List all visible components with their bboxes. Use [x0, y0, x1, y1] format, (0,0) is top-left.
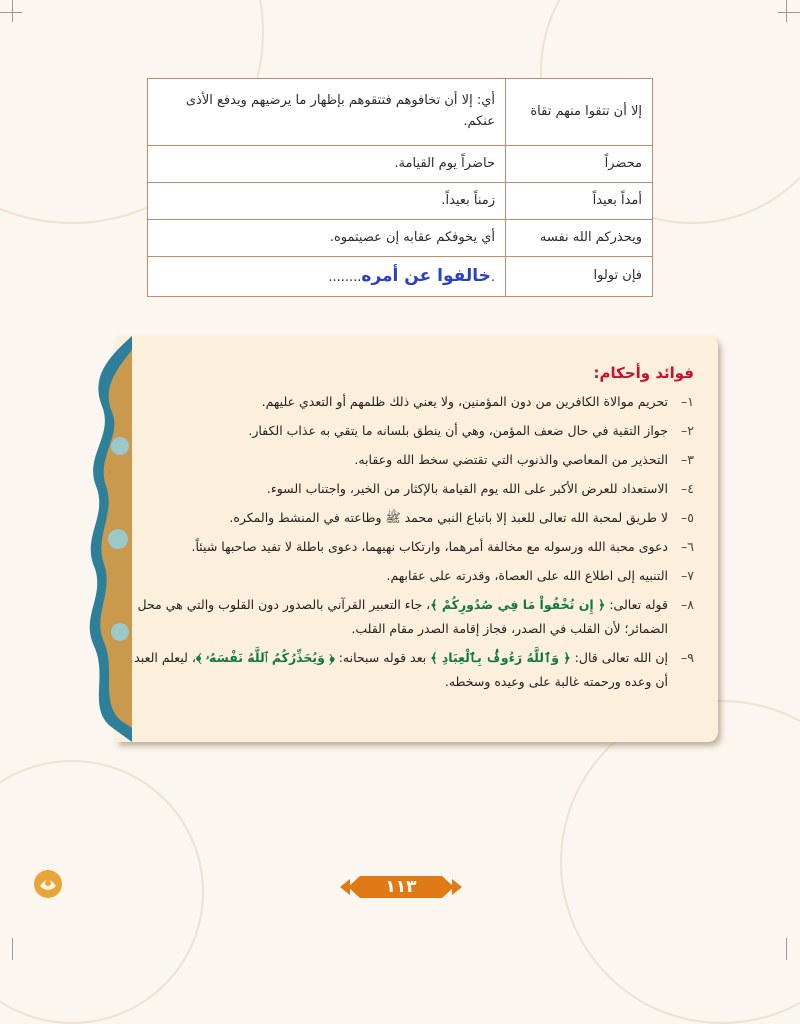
- crop-mark: [786, 0, 787, 22]
- meaning-cell-handwritten: [148, 257, 506, 297]
- word-cell: ويحذركم الله نفسه: [506, 220, 653, 257]
- list-item: [134, 535, 694, 559]
- item-number: ٦–: [681, 539, 694, 554]
- answer-dots: ........: [328, 270, 362, 285]
- word-cell: إلا أن تتقوا منهم تقاة: [506, 79, 653, 146]
- item-number: ٢–: [681, 423, 694, 438]
- item-text-middle: بعد قوله سبحانه:: [334, 650, 431, 665]
- item-text: الاستعداد للعرض الأكبر على الله يوم القيامة بالإكثار من الخير، واجتناب السوء.: [266, 481, 668, 496]
- meaning-cell: زمناً بعيداً.: [148, 183, 506, 220]
- item-number: ٥–: [681, 510, 694, 525]
- quran-verse: ﴿ وَٱللَّهُ رَءُوفُۢ بِٱلْعِبَادِ ﴾: [430, 650, 571, 665]
- publisher-logo-icon: [30, 866, 66, 902]
- item-text: لا طريق لمحبة الله تعالى للعبد إلا باتباع النبي محمد ﷺ وطاعته في المنشط والمكره.: [229, 510, 668, 525]
- item-text: [134, 593, 668, 641]
- item-number: ٩–: [681, 650, 694, 665]
- item-number: ١–: [681, 394, 694, 409]
- meaning-cell: أي يخوفكم عقابه إن عصيتموه.: [148, 220, 506, 257]
- table-row: [148, 79, 653, 146]
- item-text-before: قوله تعالى:: [605, 597, 668, 612]
- table-row: [148, 257, 653, 297]
- item-text: التنبيه إلى اطلاع الله على العصاة، وقدرته على عقابهم.: [386, 568, 668, 583]
- quran-verse: ﴿ إِن تُخْفُواْ مَا فِي صُدُورِكُمْ ﴾: [430, 597, 606, 612]
- crop-mark: [778, 12, 800, 13]
- item-text: [134, 646, 668, 694]
- crop-mark: [12, 938, 13, 960]
- table-row: [148, 183, 653, 220]
- crop-mark: [0, 12, 22, 13]
- meaning-cell: أي: إلا أن تخافوهم فتتقوهم بإظهار ما يرضيهم ويدفع الأذى عنكم.: [148, 79, 506, 146]
- vocabulary-table: [147, 78, 653, 297]
- benefits-box: [116, 336, 718, 742]
- item-text-after: ، ليعلم العبد أن وعده ورحمته غالبة على وعيده وسخطه.: [134, 650, 668, 689]
- table-row: [148, 146, 653, 183]
- crop-mark: [786, 938, 787, 960]
- ornament-border: [80, 336, 132, 742]
- meaning-cell: حاضراً يوم القيامة.: [148, 146, 506, 183]
- item-text: دعوى محبة الله ورسوله مع مخالفة أمرهما، وارتكاب نهيهما، دعوى باطلة لا تفيد صاحبها شيئاً.: [191, 539, 668, 554]
- item-text: تحريم موالاة الكافرين من دون المؤمنين، ولا يعني ذلك ظلمهم أو التعدي عليهم.: [261, 394, 668, 409]
- item-text: التحذير من المعاصي والذنوب التي تقتضي سخط الله وعقابه.: [354, 452, 668, 467]
- list-item: [134, 477, 694, 501]
- list-item: [134, 593, 694, 641]
- item-text-before: إن الله تعالى قال:: [570, 650, 668, 665]
- list-item: [134, 419, 694, 443]
- item-number: ٣–: [681, 452, 694, 467]
- word-cell: فإن تولوا: [506, 257, 653, 297]
- item-text-after: ، جاء التعبير القرآني بالصدور دون القلوب والتي هي محل الضمائر؛ لأن القلب في الصدر، فجاز إقامة الصدر مقام القلب.: [137, 597, 668, 636]
- page-number: ١١٣: [385, 877, 417, 897]
- crop-mark: [12, 0, 13, 22]
- item-number: ٧–: [681, 568, 694, 583]
- handwritten-answer: خالفوا عن أمره: [361, 266, 491, 286]
- word-cell: محضراً: [506, 146, 653, 183]
- list-item: [134, 646, 694, 694]
- word-cell: أمداً بعيداً: [506, 183, 653, 220]
- benefits-content: [134, 364, 694, 699]
- background-swirl: [560, 700, 800, 1024]
- item-number: ٨–: [681, 597, 694, 612]
- item-text: جواز التقية في حال ضعف المؤمن، وهي أن ينطق بلسانه ما يتقي به عذاب الكفار.: [248, 423, 668, 438]
- benefits-title: فوائد وأحكام:: [593, 364, 694, 382]
- meaning-prefix: .: [490, 270, 495, 285]
- table-row: [148, 220, 653, 257]
- quran-verse: ﴿ وَيُحَذِّرُكُمُ ٱللَّهُ نَفْسَهُۥ ﴾: [195, 650, 335, 665]
- item-number: ٤–: [681, 481, 694, 496]
- list-item: [134, 564, 694, 588]
- list-item: [134, 506, 694, 530]
- list-item: [134, 448, 694, 472]
- list-item: [134, 390, 694, 414]
